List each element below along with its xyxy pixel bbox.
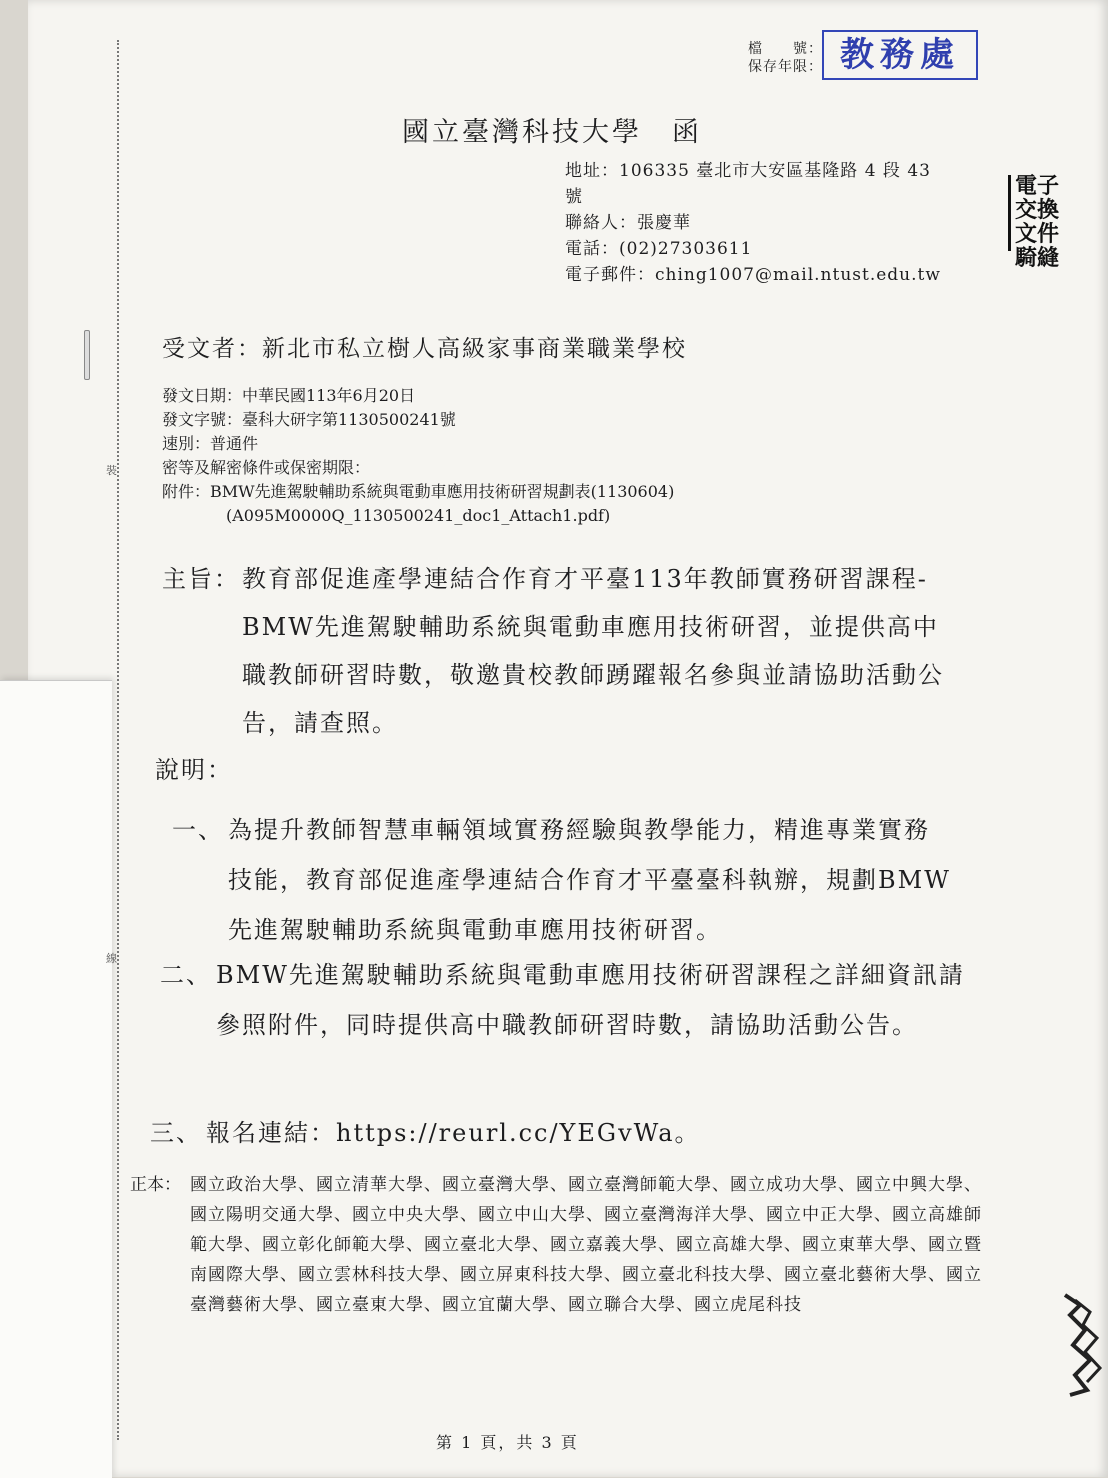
- corner-seal-fragment: [1045, 1290, 1105, 1400]
- item-body: BMW先進駕駛輔助系統與電動車應用技術研習課程之詳細資訊請參照附件，同時提供高中職教師研習時數，請協助活動公告。: [216, 961, 965, 1039]
- cc-label: 正本：: [130, 1175, 181, 1195]
- binding-mark-top: 裝: [106, 464, 117, 477]
- explanation-label: 說明：: [155, 756, 233, 784]
- item-body: 為提升教師智慧車輛領域實務經驗與教學能力，精進專業實務技能，教育部促進產學連結合作育才平臺臺科執辦，規劃BMW先進駕駛輔助系統與電動車應用技術研習。: [228, 816, 951, 944]
- archive-info: [748, 40, 823, 76]
- attachment: 附件：BMW先進駕駛輔助系統與電動車應用技術研習規劃表(1130604): [162, 482, 675, 501]
- page-number: 第 1 頁，共 3 頁: [436, 1433, 579, 1452]
- issue-number: 發文字號：臺科大研字第1130500241號: [162, 410, 456, 429]
- subject-body: 教育部促進產學連結合作育才平臺113年教師實務研習課程-BMW先進駕駛輔助系統與電動車應用技術研習，並提供高中職教師研習時數，敬邀貴校教師踴躍報名參與並請協助活動公告，請查照。: [242, 565, 944, 737]
- secrecy-level: 密等及解密條件或保密期限：: [162, 458, 371, 477]
- binding-mark-bottom: 線: [106, 952, 117, 965]
- explanation-item-3: [150, 1108, 970, 1158]
- office-stamp: 教務處: [822, 30, 978, 80]
- document-title: 國立臺灣科技大學 函: [402, 117, 702, 148]
- item-body: 報名連結：https://reurl.cc/YEGvWa。: [206, 1119, 701, 1147]
- carbon-copy-section: [130, 1170, 990, 1320]
- subject-section: [162, 555, 962, 747]
- electronic-exchange-seal: 電子交換文件騎縫: [1008, 175, 1075, 251]
- speed-class: 速別：普通件: [162, 434, 259, 453]
- address: 地址：106335 臺北市大安區基隆路 4 段 43 號: [565, 161, 938, 207]
- archive-number-label: 檔 號：: [748, 41, 823, 57]
- cc-list: 國立政治大學、國立清華大學、國立臺灣大學、國立臺灣師範大學、國立成功大學、國立中興大學、國立陽明交通大學、國立中央大學、國立中山大學、國立臺灣海洋大學、國立中正大學、國立高雄師範大學、國立彰化師範大學、國立臺北大學、國立嘉義大學、國立高雄大學、國立東華大學、國立暨南國際大學、國立雲林科技大學、國立屏東科技大學、國立臺北科技大學、國立臺北藝術大學、國立臺灣藝術大學、國立臺東大學、國立宜蘭大學、國立聯合大學、國立虎尾科技: [190, 1175, 982, 1315]
- explanation-item-1: [172, 805, 952, 955]
- contact-person: 聯絡人：張慶華: [565, 213, 691, 233]
- staple: [84, 330, 90, 380]
- contact-block: [565, 158, 945, 288]
- phone: 電話：(02)27303611: [565, 239, 753, 259]
- item-number: 三、: [150, 1119, 202, 1147]
- item-number: 二、: [160, 961, 212, 989]
- underlying-sheet: [0, 680, 112, 1478]
- document-meta: [162, 384, 822, 528]
- binding-dotted-line: [117, 40, 119, 1440]
- explanation-item-2: [160, 950, 970, 1050]
- recipient: 受文者：新北市私立樹人高級家事商業職業學校: [162, 336, 687, 362]
- issue-date: 發文日期：中華民國113年6月20日: [162, 386, 416, 405]
- retention-period-label: 保存年限：: [748, 59, 823, 75]
- email: 電子郵件：ching1007@mail.ntust.edu.tw: [565, 265, 941, 285]
- subject-label: 主旨：: [162, 565, 240, 593]
- item-number: 一、: [172, 816, 224, 844]
- attachment-filename: (A095M0000Q_1130500241_doc1_Attach1.pdf): [226, 506, 611, 525]
